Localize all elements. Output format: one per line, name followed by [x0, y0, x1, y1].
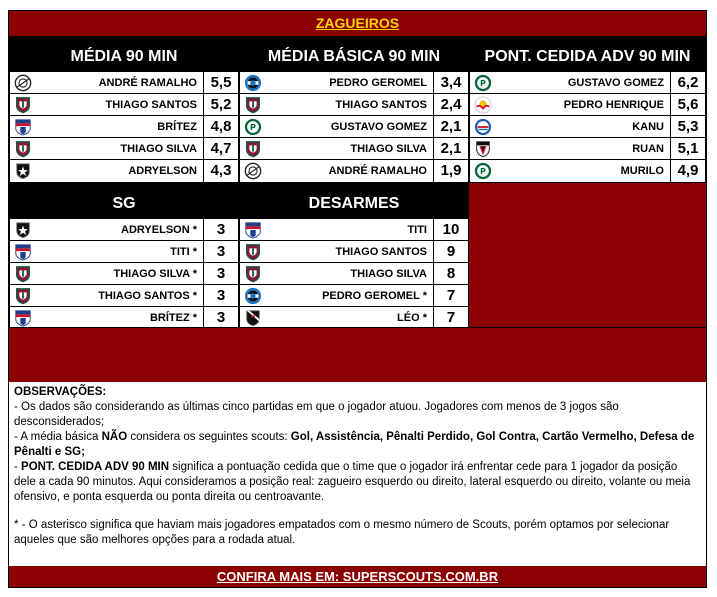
filler-bottom	[9, 327, 706, 382]
section-desarmes	[239, 183, 469, 330]
section-rows	[239, 219, 469, 330]
botafogo-crest-icon	[14, 221, 32, 239]
player-name: THIAGO SANTOS	[335, 245, 427, 258]
filler-right	[469, 183, 706, 327]
observation-3: - PONT. CEDIDA ADV 90 MIN significa a pontuação cedida que o time que o jogador irá enfrentar cede para 1 jogador da posição dele a cada 90 minutos. Aqui consideramos a posição real: zagueiro esquerdo ou direito, lateral esquerdo ou direito, volante ou meia ofensivo, e ponta esquerda ou ponta direita ou centroavante.	[14, 461, 691, 503]
fortaleza-crest-icon	[244, 221, 262, 239]
player-value: 3,4	[433, 72, 468, 94]
table-row	[470, 94, 705, 116]
section-rows	[9, 219, 239, 330]
svg-text:P: P	[480, 166, 486, 177]
player-name: THIAGO SANTOS	[335, 98, 427, 111]
fluminense-crest-icon	[244, 243, 262, 261]
section-sg	[9, 183, 239, 330]
table-row	[10, 219, 238, 241]
palmeiras-crest-icon	[474, 162, 492, 180]
section-media-basica	[239, 36, 469, 183]
page-title: ZAGUEIROS	[9, 11, 706, 36]
player-value: 2,4	[433, 94, 468, 116]
bahia-crest-icon	[474, 118, 492, 136]
table-row	[10, 116, 238, 138]
table-row	[240, 94, 468, 116]
player-value: 3	[203, 241, 238, 263]
section-title: MÉDIA BÁSICA 90 MIN	[239, 36, 469, 72]
observation-4: * - O asterisco significa que haviam mais jogadores empatados com o mesmo número de Scouts, porém optamos por selecionar aqueles que são melhores opções para a rodada atual.	[14, 519, 670, 546]
table-row	[470, 160, 705, 182]
player-name: THIAGO SANTOS *	[98, 289, 197, 302]
player-name: BRÍTEZ *	[149, 312, 197, 324]
observation-2: - A média básica NÃO considera os seguintes scouts: Gol, Assistência, Pênalti Perdido, Gol Contra, Cartão Vermelho, Defesa de Pênalti e SG;	[14, 431, 695, 458]
section-title: DESARMES	[239, 183, 469, 219]
player-name: MURILO	[620, 165, 664, 177]
player-name: RUAN	[632, 142, 664, 155]
gremio-crest-icon	[244, 74, 262, 92]
player-name: THIAGO SILVA *	[113, 267, 197, 280]
player-name: THIAGO SANTOS	[105, 98, 197, 111]
fluminense-crest-icon	[14, 265, 32, 283]
player-name: PEDRO HENRIQUE	[563, 98, 664, 111]
observations-heading: OBSERVAÇÕES:	[14, 386, 107, 398]
table-row	[240, 160, 468, 182]
player-value: 5,5	[203, 72, 238, 94]
player-value: 2,1	[433, 116, 468, 138]
fluminense-crest-icon	[244, 265, 262, 283]
player-value: 5,1	[670, 138, 705, 160]
bragantino-crest-icon	[474, 96, 492, 114]
fluminense-crest-icon	[14, 140, 32, 158]
table-row	[240, 241, 468, 263]
player-value: 7	[433, 307, 468, 329]
player-name: THIAGO SILVA	[350, 142, 427, 155]
player-name: ADRYELSON	[128, 165, 197, 177]
table-row	[10, 241, 238, 263]
table-row	[10, 307, 238, 329]
player-value: 8	[433, 263, 468, 285]
palmeiras-crest-icon	[244, 118, 262, 136]
player-value: 3	[203, 285, 238, 307]
svg-text:P: P	[250, 121, 256, 132]
player-value: 2,1	[433, 138, 468, 160]
fluminense-crest-icon	[14, 96, 32, 114]
table-row	[10, 94, 238, 116]
player-name: KANU	[632, 120, 664, 133]
observations	[9, 381, 706, 566]
section-title: PONT. CEDIDA ADV 90 MIN	[469, 36, 706, 72]
player-value: 4,8	[203, 116, 238, 138]
player-value: 5,3	[670, 116, 705, 138]
section-rows	[9, 72, 239, 183]
player-value: 3	[203, 307, 238, 329]
player-value: 5,6	[670, 94, 705, 116]
player-value: 7	[433, 285, 468, 307]
table-row	[470, 72, 705, 94]
table-row	[10, 263, 238, 285]
section-title: MÉDIA 90 MIN	[9, 36, 239, 72]
section-rows	[239, 72, 469, 183]
player-name: TITI	[407, 223, 427, 236]
player-name: BRÍTEZ	[157, 120, 197, 133]
player-name: GUSTAVO GOMEZ	[567, 76, 664, 89]
player-value: 4,9	[670, 160, 705, 182]
player-name: ANDRÉ RAMALHO	[98, 76, 197, 89]
player-value: 1,9	[433, 160, 468, 182]
player-name: PEDRO GEROMEL	[329, 76, 427, 89]
scouts-card	[8, 10, 707, 588]
table-row	[10, 72, 238, 94]
player-value: 4,7	[203, 138, 238, 160]
section-rows	[469, 72, 706, 183]
saopaulo-crest-icon	[474, 140, 492, 158]
player-name: THIAGO SILVA	[350, 267, 427, 280]
player-name: THIAGO SILVA	[120, 142, 197, 155]
player-name: TITI *	[170, 245, 197, 258]
player-value: 4,3	[203, 160, 238, 182]
player-name: GUSTAVO GOMEZ	[330, 120, 427, 133]
player-name: ANDRÉ RAMALHO	[328, 165, 427, 177]
fluminense-crest-icon	[14, 287, 32, 305]
table-row	[10, 285, 238, 307]
gremio-crest-icon	[244, 287, 262, 305]
table-row	[240, 219, 468, 241]
palmeiras-crest-icon	[474, 74, 492, 92]
player-name: PEDRO GEROMEL *	[322, 289, 427, 302]
table-row	[240, 72, 468, 94]
table-row	[240, 307, 468, 329]
section-media-90	[9, 36, 239, 183]
fluminense-crest-icon	[244, 96, 262, 114]
fluminense-crest-icon	[244, 140, 262, 158]
botafogo-crest-icon	[14, 162, 32, 180]
observation-1: - Os dados são considerando as últimas cinco partidas em que o jogador atuou. Jogadores com menos de 3 jogos são desconsiderados;	[14, 401, 619, 428]
table-row	[240, 263, 468, 285]
vasco-crest-icon	[244, 309, 262, 327]
fortaleza-crest-icon	[14, 118, 32, 136]
table-row	[240, 138, 468, 160]
table-row	[470, 116, 705, 138]
corinthians-crest-icon	[14, 74, 32, 92]
table-row	[470, 138, 705, 160]
table-row	[240, 116, 468, 138]
section-pont-cedida	[469, 36, 706, 183]
table-row	[10, 138, 238, 160]
table-row	[240, 285, 468, 307]
section-title: SG	[9, 183, 239, 219]
player-value: 9	[433, 241, 468, 263]
player-value: 10	[433, 219, 468, 241]
player-value: 3	[203, 263, 238, 285]
footer-link[interactable]: CONFIRA MAIS EM: SUPERSCOUTS.COM.BR	[9, 566, 706, 587]
player-value: 5,2	[203, 94, 238, 116]
player-name: ADRYELSON *	[121, 223, 197, 236]
fortaleza-crest-icon	[14, 243, 32, 261]
player-value: 6,2	[670, 72, 705, 94]
table-row	[10, 160, 238, 182]
corinthians-crest-icon	[244, 162, 262, 180]
fortaleza-crest-icon	[14, 309, 32, 327]
player-value: 3	[203, 219, 238, 241]
svg-text:P: P	[480, 77, 486, 88]
player-name: LÉO *	[397, 312, 427, 324]
